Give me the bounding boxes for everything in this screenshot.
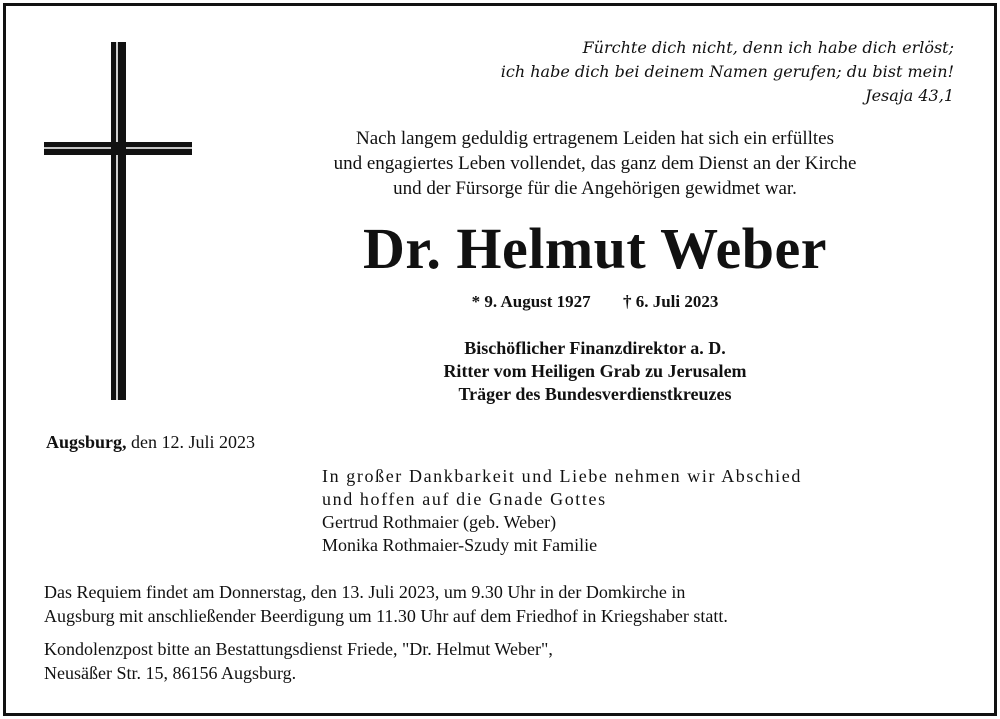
condolence-address xyxy=(44,637,553,685)
requiem-line-2: Augsburg mit anschließender Beerdigung um 11.30 Uhr auf dem Friedhof in Kriegshaber statt. xyxy=(44,606,728,626)
condolence-line-1: Kondolenzpost bitte an Bestattungsdienst Friede, "Dr. Helmut Weber", xyxy=(44,639,553,659)
life-dates xyxy=(212,291,978,313)
title-line-3: Träger des Bundesverdienstkreuzes xyxy=(458,384,732,404)
verse-line-2: ich habe dich bei deinem Namen gerufen; du bist mein! xyxy=(500,62,954,81)
place: Augsburg, xyxy=(46,432,127,452)
mourners-line-1: In großer Dankbarkeit und Liebe nehmen wir Abschied xyxy=(322,466,802,486)
deceased-name: Dr. Helmut Weber xyxy=(363,216,827,281)
condolence-line-2: Neusäßer Str. 15, 86156 Augsburg. xyxy=(44,663,297,683)
verse-line-1: Fürchte dich nicht, denn ich habe dich erlöst; xyxy=(582,38,954,57)
intro-line-3: und der Fürsorge für die Angehörigen gewidmet war. xyxy=(393,178,797,199)
intro-line-1: Nach langem geduldig ertragenem Leiden hat sich ein erfülltes xyxy=(356,128,834,149)
intro-line-2: und engagiertes Leben vollendet, das ganz dem Dienst an der Kirche xyxy=(333,153,857,174)
title-line-1: Bischöflicher Finanzdirektor a. D. xyxy=(464,338,726,358)
mourner-name: Monika Rothmaier-Szudy mit Familie xyxy=(322,535,598,555)
birth-date: * 9. August 1927 xyxy=(471,292,591,311)
requiem-info xyxy=(44,580,728,628)
mourners-block xyxy=(322,465,802,557)
intro-text xyxy=(212,126,978,201)
place-and-date xyxy=(46,431,255,453)
bible-verse xyxy=(501,36,954,108)
title-line-2: Ritter vom Heiligen Grab zu Jerusalem xyxy=(443,361,747,381)
requiem-line-1: Das Requiem findet am Donnerstag, den 13. Juli 2023, um 9.30 Uhr in der Domkirche in xyxy=(44,582,686,602)
death-date: † 6. Juli 2023 xyxy=(622,292,719,311)
notice-date: den 12. Juli 2023 xyxy=(131,432,256,452)
cross-icon xyxy=(44,42,192,400)
honorary-titles xyxy=(212,337,978,406)
mourners-line-2: und hoffen auf die Gnade Gottes xyxy=(322,489,607,509)
mourner-name: Gertrud Rothmaier (geb. Weber) xyxy=(322,512,557,532)
verse-reference: Jesaja 43,1 xyxy=(865,86,954,105)
